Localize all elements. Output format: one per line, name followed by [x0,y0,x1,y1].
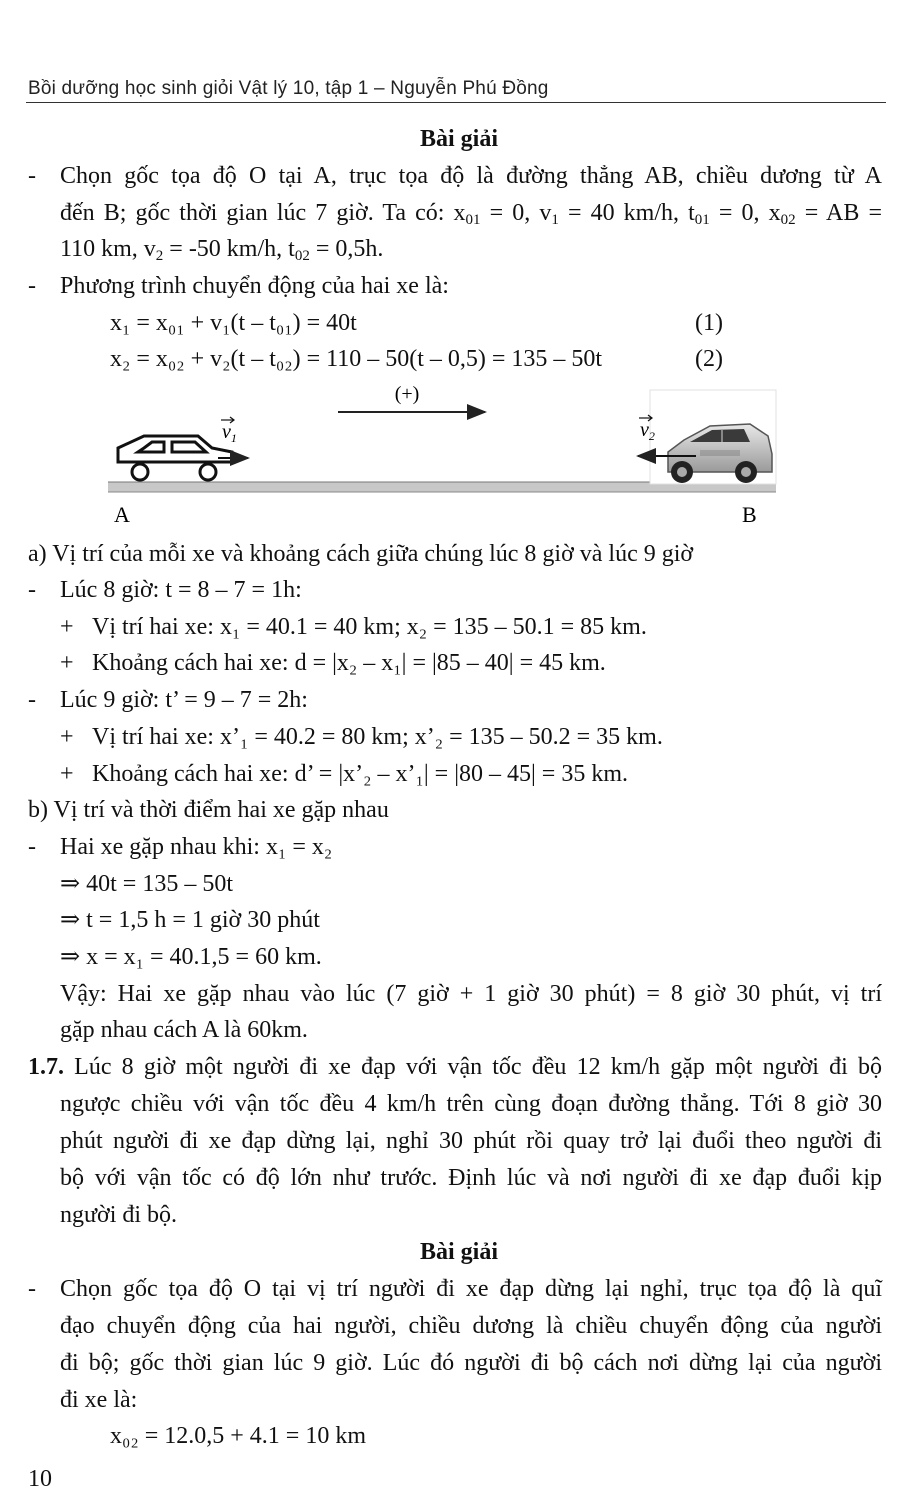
text-line: Chọn gốc tọa độ O tại vị trí người đi xe đạp dừng lại nghỉ, trục tọa độ là quĩ [60,1276,882,1302]
text-span: đến B; gốc thời gian lúc 7 giờ. Ta có: x [60,200,466,226]
bullet-dash: - [28,834,36,860]
positive-direction-label: (+) [394,383,420,405]
v1-label: $v_1$ [222,421,237,445]
v2-label: $v_2$ [640,419,655,443]
paragraph-line [60,1311,882,1341]
equation-number: (1) [695,310,723,336]
text-span: Lúc 8 giờ một người đi xe đạp với vận tốc đều 12 km/h gặp một người đi bộ [64,1054,882,1080]
text-line [60,198,882,228]
bullet-dash: - [28,577,36,603]
text-line: Phương trình chuyển động của hai xe là: [60,273,449,299]
paragraph-line [28,1052,882,1082]
text-line: gặp nhau cách A là 60km. [60,1017,308,1043]
text-span: = 40 km/h, t [558,200,695,226]
running-header: Bồi dưỡng học sinh giỏi Vật lý 10, tập 1 – Nguyễn Phú Đồng [28,78,549,99]
page-number: 10 [28,1466,52,1492]
subscript: 01 [465,212,481,228]
paragraph-line [60,198,882,228]
text-line: Lúc 8 giờ: t = 8 – 7 = 1h: [60,577,302,603]
text-line: Hai xe gặp nhau khi: x₁ = x₂ [60,834,333,860]
text-span: = 0,5h. [309,236,384,262]
text-line: Khoảng cách hai xe: d’ = |x’₂ – x’₁| = |80 – 45| = 35 km. [92,761,629,787]
bullet-dash: - [28,273,36,299]
bullet-dash: - [28,687,36,713]
bullet-plus: + [60,614,74,640]
header-rule [26,102,886,103]
text-span: = AB = [795,200,882,226]
paragraph-line [60,979,882,1009]
text-line: Vậy: Hai xe gặp nhau vào lúc (7 giờ + 1 giờ 30 phút) = 8 giờ 30 phút, vị trí [60,981,882,1007]
text-line: ngược chiều với vận tốc đều 4 km/h trên cùng đoạn đường thẳng. Tới 8 giờ 30 [60,1091,882,1117]
subscript: 02 [780,212,796,228]
equation-line: x₀₂ = 12.0,5 + 4.1 = 10 km [110,1423,367,1449]
part-a-heading: a) Vị trí của mỗi xe và khoảng cách giữa chúng lúc 8 giờ và lúc 9 giờ [28,541,694,567]
paragraph-line [60,1089,882,1119]
text-line: Lúc 9 giờ: t’ = 9 – 7 = 2h: [60,687,308,713]
paragraph-line [60,234,383,264]
bullet-plus: + [60,761,74,787]
paragraph-line [60,161,882,191]
text-line: Khoảng cách hai xe: d = |x₂ – x₁| = |85 – 40| = 45 km. [92,650,606,676]
bullet-dash: - [28,1276,36,1302]
paragraph-line [60,1348,882,1378]
bullet-plus: + [60,650,74,676]
text-line: Chọn gốc tọa độ O tại A, trục tọa độ là đường thẳng AB, chiều dương từ A [60,163,882,189]
bullet-dash: - [28,163,36,189]
text-span: 110 km, v [60,236,156,262]
paragraph-line [60,1163,882,1193]
step-line: ⇒ 40t = 135 – 50t [60,871,233,897]
point-b-label: B [742,502,757,527]
text-line: đạo chuyển động của hai người, chiều dương là chiều chuyển động của người [60,1313,882,1339]
text-span: = 0, x [709,200,781,226]
bullet-plus: + [60,724,74,750]
equation-2: x₂ = x₀₂ + v₂(t – t₀₂) = 110 – 50(t – 0,5) = 135 – 50t [110,346,603,372]
step-line: ⇒ x = x₁ = 40.1,5 = 60 km. [60,944,322,970]
car-a-icon [118,436,232,480]
text-line: người đi bộ. [60,1202,178,1228]
subscript: 02 [294,248,310,264]
motion-diagram [100,380,790,530]
subscript: 01 [694,212,710,228]
equation-number: (2) [695,346,723,372]
step-line: ⇒ t = 1,5 h = 1 giờ 30 phút [60,907,320,933]
text-span: = -50 km/h, t [163,236,295,262]
text-line: Vị trí hai xe: x₁ = 40.1 = 40 km; x₂ = 135 – 50.1 = 85 km. [92,614,647,640]
text-line: phút người đi xe đạp dừng lại, nghỉ 30 phút rồi quay trở lại đuổi theo người đi [60,1128,882,1154]
paragraph-line [60,1126,882,1156]
problem-number: 1.7. [28,1054,64,1080]
text-line [28,1052,882,1082]
text-line: Vị trí hai xe: x’₁ = 40.2 = 80 km; x’₂ = 135 – 50.2 = 35 km. [92,724,663,750]
point-a-label: A [114,502,130,527]
equation-1: x₁ = x₀₁ + v₁(t – t₀₁) = 40t [110,310,357,336]
part-b-heading: b) Vị trí và thời điểm hai xe gặp nhau [28,797,389,823]
paragraph-line [60,1274,882,1304]
solution-title: Bài giải [419,126,498,152]
text-line: đi bộ; gốc thời gian lúc 9 giờ. Lúc đó người đi bộ cách nơi dừng lại của người [60,1350,882,1376]
text-line: bộ với vận tốc có độ lớn như trước. Định lúc và nơi người đi xe đạp đuổi kịp [60,1165,882,1191]
text-line: đi xe là: [60,1387,138,1413]
subscript: 1 [551,212,559,228]
subscript: 2 [155,248,164,264]
text-span: = 0, v [480,200,552,226]
solution-title: Bài giải [419,1239,498,1265]
